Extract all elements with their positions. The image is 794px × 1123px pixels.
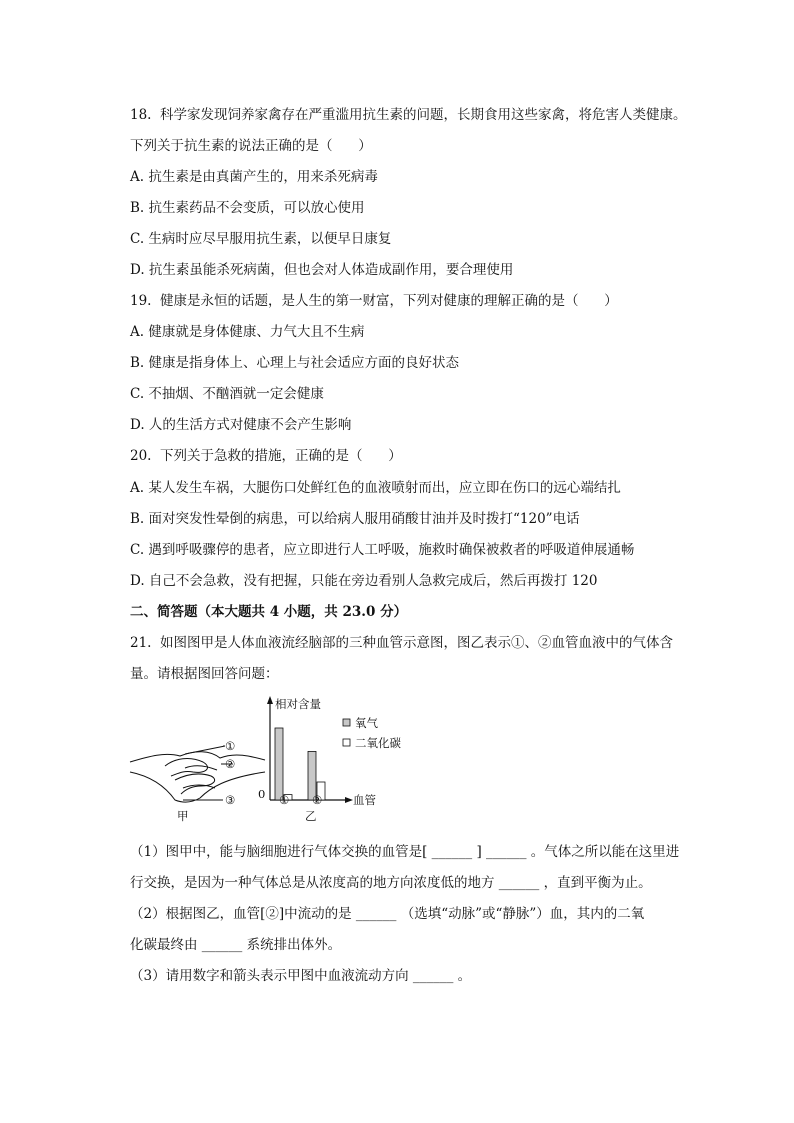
q21-sub2-line1: （2）根据图乙，血管[②]中流动的是 ______ （选填“动脉”或“静脉”）血，其内的二氧 — [130, 906, 645, 922]
q20-stem: 20. 下列关于急救的措施，正确的是（ ） — [130, 448, 402, 464]
q19-stem: 19. 健康是永恒的话题，是人生的第一财富，下列对健康的理解正确的是（ ） — [130, 293, 618, 309]
q18-option-b: B. 抗生素药品不会变质，可以放心使用 — [130, 200, 365, 216]
q21-figure-svg — [125, 690, 405, 825]
bar-oxygen-1 — [275, 728, 283, 800]
jia-label-3: ③ — [225, 793, 236, 807]
legend-swatch-oxygen — [343, 719, 350, 726]
q20-option-b: B. 面对突发性晕倒的病患，可以给病人服用硝酸甘油并及时拨打“120”电话 — [130, 511, 580, 527]
capillary-loop-3 — [185, 766, 217, 770]
yi-caption: 乙 — [305, 809, 317, 823]
origin-label: 0 — [258, 787, 266, 801]
legend-swatch-co2 — [343, 739, 350, 746]
q21-figure — [125, 690, 405, 825]
q21-stem-line2: 量。请根据图回答问题： — [130, 666, 279, 682]
q19-option-c: C. 不抽烟、不酗酒就一定会健康 — [130, 386, 324, 402]
q18-option-d: D. 抗生素虽能杀死病菌，但也会对人体造成副作用，要合理使用 — [130, 262, 514, 278]
q18-option-a: A. 抗生素是由真菌产生的，用来杀死病毒 — [130, 169, 378, 185]
q18-stem-line2: 下列关于抗生素的说法正确的是（ ） — [130, 138, 372, 154]
q18-option-c: C. 生病时应尽早服用抗生素，以便早日康复 — [130, 231, 392, 247]
x-axis-arrow-icon — [345, 797, 353, 803]
legend-label-oxygen: 氧气 — [355, 716, 378, 730]
q21-sub1-line1: （1）图甲中，能与脑细胞进行气体交换的血管是[ ______ ] ______ 。气体之所以能在这里进 — [130, 844, 680, 860]
leader-line-1 — [185, 746, 225, 754]
tick-label-2: ② — [312, 793, 323, 807]
jia-caption: 甲 — [177, 809, 189, 823]
q20-option-d: D. 自己不会急救，没有把握，只能在旁边看别人急救完成后，然后再拨打 120 — [130, 573, 598, 589]
jia-label-2: ② — [225, 757, 236, 771]
q19-option-a: A. 健康就是身体健康、力气大且不生病 — [130, 324, 365, 340]
bar-group — [275, 728, 325, 800]
jia-label-1: ① — [225, 739, 236, 753]
q20-option-c: C. 遇到呼吸骤停的患者，应立即进行人工呼吸，施救时确保被救者的呼吸道伸展通畅 — [130, 542, 635, 558]
legend-label-co2: 二氧化碳 — [355, 736, 401, 750]
tick-label-1: ① — [279, 793, 290, 807]
q21-sub3: （3）请用数字和箭头表示甲图中血液流动方向 ______ 。 — [130, 968, 472, 984]
y-axis-label: 相对含量 — [275, 697, 321, 711]
figure-yi — [258, 696, 401, 823]
vessel-outline-bottom — [130, 772, 265, 802]
x-axis-label: 血管 — [353, 793, 376, 807]
q20-option-a: A. 某人发生车祸，大腿伤口处鲜红色的血液喷射而出，应立即在伤口的远心端结扎 — [130, 480, 621, 496]
section-heading: 二、简答题（本大题共 4 小题，共 23.0 分） — [130, 604, 408, 620]
q21-stem-line1: 21. 如图图甲是人体血液流经脑部的三种血管示意图，图乙表示①、②血管血液中的气体含 — [130, 635, 674, 651]
q21-sub2-line2: 化碳最终由 ______ 系统排出体外。 — [130, 937, 342, 953]
q19-option-d: D. 人的生活方式对健康不会产生影响 — [130, 417, 352, 433]
q19-option-b: B. 健康是指身体上、心理上与社会适应方面的良好状态 — [130, 355, 460, 371]
q18-stem-line1: 18. 科学家发现饲养家禽存在严重滥用抗生素的问题，长期食用这些家禽，将危害人类健康。 — [130, 107, 687, 123]
q21-sub1-line2: 行交换，是因为一种气体总是从浓度高的地方向浓度低的地方 ______ ，直到平衡为止。 — [130, 875, 652, 891]
y-axis-arrow-icon — [267, 696, 273, 704]
figure-jia — [130, 746, 265, 802]
